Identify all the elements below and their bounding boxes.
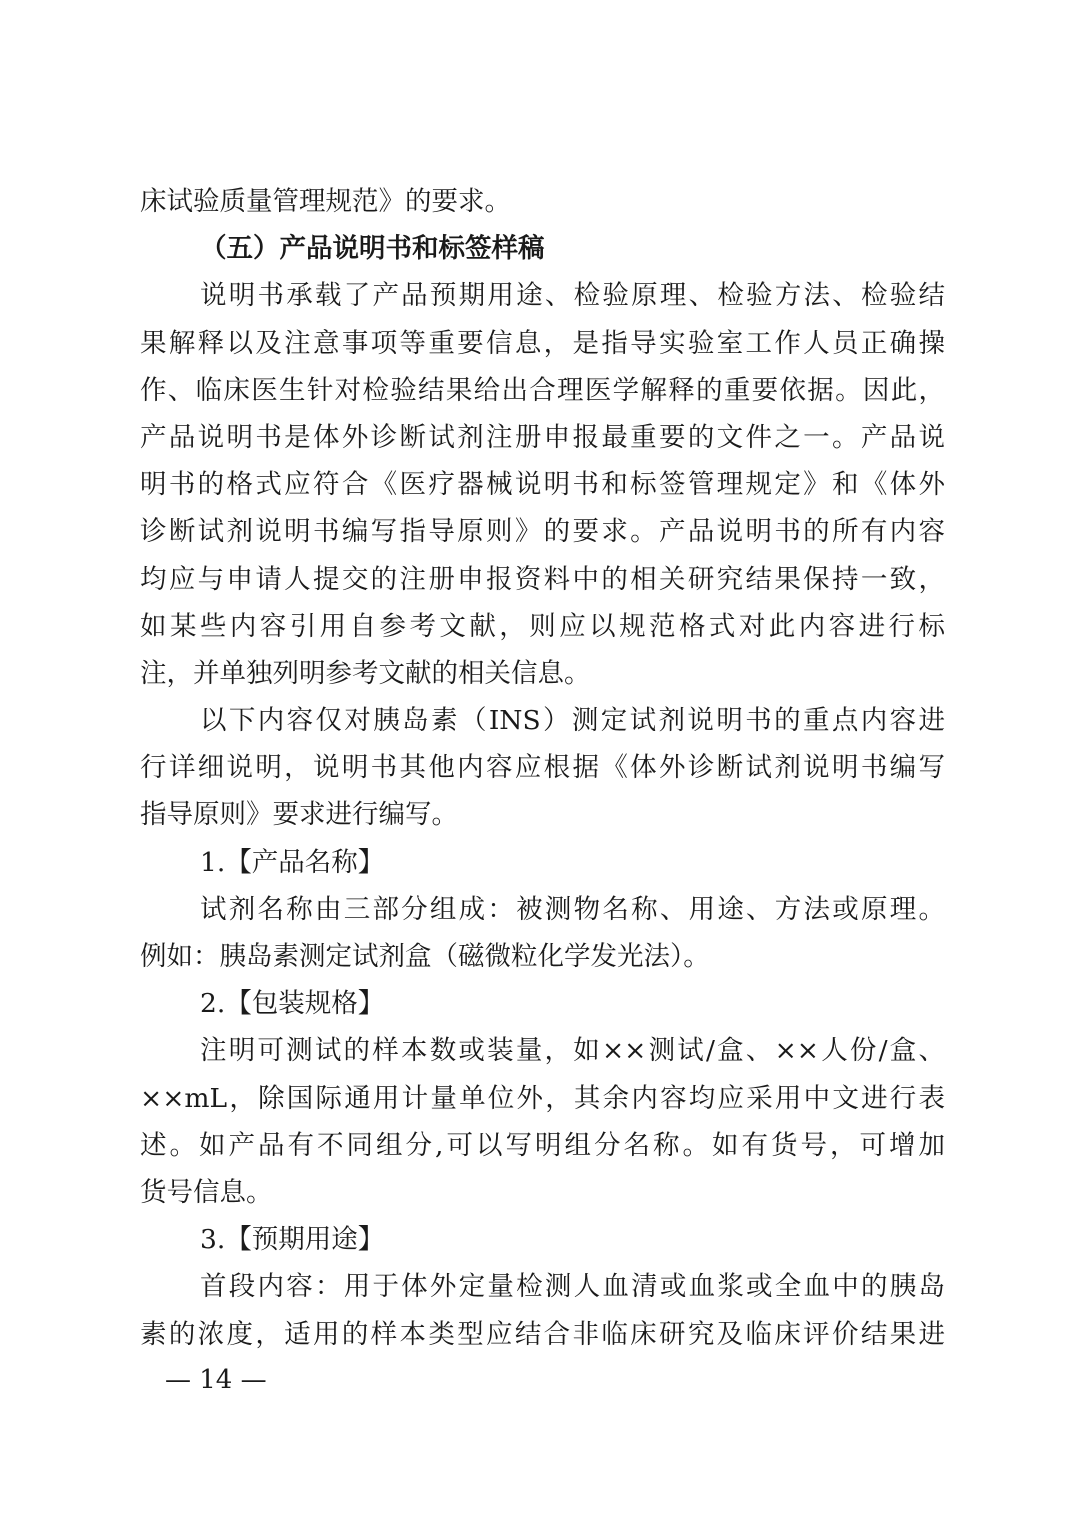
text-line: 行详细说明，说明书其他内容应根据《体外诊断试剂说明书编写 [140, 752, 945, 784]
text-line: 指导原则》要求进行编写。 [140, 799, 458, 831]
text-line: 首段内容：用于体外定量检测人血清或血浆或全血中的胰岛 [200, 1271, 945, 1303]
text-line: 以下内容仅对胰岛素（INS）测定试剂说明书的重点内容进 [200, 705, 945, 737]
text-line: 说明书承载了产品预期用途、检验原理、检验方法、检验结 [200, 280, 945, 312]
text-line: 如某些内容引用自参考文献，则应以规范格式对此内容进行标 [140, 610, 945, 642]
text-line: 果解释以及注意事项等重要信息，是指导实验室工作人员正确操 [140, 327, 945, 359]
text-line: 诊断试剂说明书编写指导原则》的要求。产品说明书的所有内容 [140, 516, 945, 548]
text-line: 注，并单独列明参考文献的相关信息。 [140, 657, 591, 689]
text-line: 床试验质量管理规范》的要求。 [140, 186, 511, 217]
text-line: 货号信息。 [140, 1176, 273, 1208]
text-line: 均应与申请人提交的注册申报资料中的相关研究结果保持一致， [140, 563, 945, 595]
subsection-heading: 2.【包装规格】 [200, 988, 385, 1020]
page-number: — 14 — [165, 1365, 267, 1395]
body-text [140, 178, 945, 1358]
text-line: ××mL，除国际通用计量单位外，其余内容均应采用中文进行表 [140, 1082, 945, 1114]
subsection-heading: 3.【预期用途】 [200, 1224, 385, 1256]
text-line: 试剂名称由三部分组成：被测物名称、用途、方法或原理。 [200, 893, 945, 925]
text-line: 述。如产品有不同组分,可以写明组分名称。如有货号，可增加 [140, 1129, 945, 1161]
text-line: 例如：胰岛素测定试剂盒（磁微粒化学发光法）。 [140, 941, 710, 972]
text-line: 注明可测试的样本数或装量，如××测试/盒、××人份/盒、 [200, 1035, 945, 1067]
text-line: 产品说明书是体外诊断试剂注册申报最重要的文件之一。产品说 [140, 421, 945, 453]
section-heading: （五）产品说明书和标签样稿 [200, 233, 545, 265]
text-line: 素的浓度，适用的样本类型应结合非临床研究及临床评价结果进 [140, 1318, 945, 1350]
text-line: 明书的格式应符合《医疗器械说明书和标签管理规定》和《体外 [140, 469, 945, 501]
subsection-heading: 1.【产品名称】 [200, 846, 385, 878]
text-line: 作、临床医生针对检验结果给出合理医学解释的重要依据。因此， [140, 374, 945, 406]
